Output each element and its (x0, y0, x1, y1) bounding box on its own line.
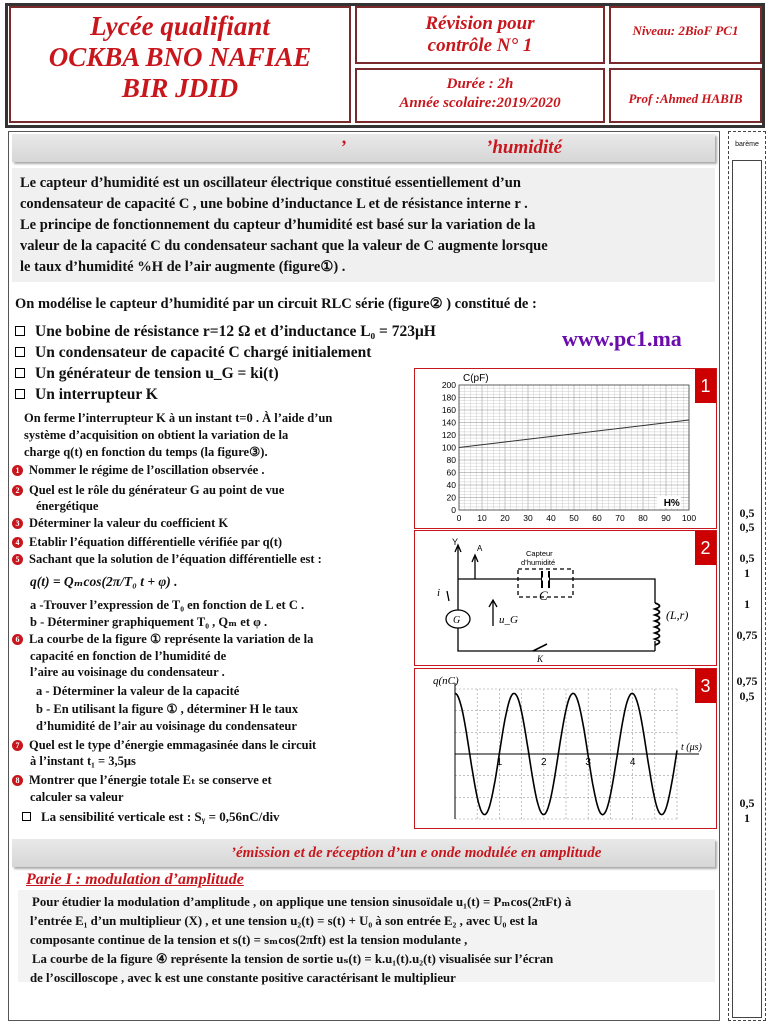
intro-line: condensateur de capacité C , une bobine d’inductance L et de résistance interne r . (20, 196, 528, 212)
figure-3-chart (415, 669, 715, 828)
question-5b (30, 615, 267, 631)
question-number: 8 (12, 775, 23, 786)
question-5 (12, 552, 322, 568)
prof-box (609, 68, 762, 123)
revision-title-1: Révision pour (425, 13, 535, 34)
revision-title-2: contrôle N° 1 (427, 35, 533, 56)
circuit-wire (458, 579, 655, 651)
x-tick-label: 90 (661, 513, 671, 523)
question-6b-cont: d’humidité de l’air au voisinage du condensateur (36, 719, 297, 733)
components-list (15, 321, 436, 405)
y-tick-label: 0 (451, 505, 456, 515)
bareme-value: 0,5 (739, 796, 755, 810)
question-5a (30, 598, 304, 614)
question-text: Quel est le rôle du générateur G au point de vue (29, 483, 285, 497)
figure-1-chart (415, 369, 715, 528)
question-text: Montrer que l’énergie totale Eₜ se conserve et (29, 773, 272, 787)
x-tick-label: 80 (638, 513, 648, 523)
question-number: 2 (12, 485, 23, 496)
question-text: Quel est le type d’énergie emmagasinée dans le circuit (29, 738, 317, 752)
bareme-value: 0,75 (736, 674, 758, 688)
list-item (15, 321, 436, 342)
intro-line: Le principe de fonctionnement du capteur d’humidité est basé sur la variation de la (20, 217, 536, 233)
current-label: i (437, 587, 441, 599)
capteur-label-2: d’humidité (521, 558, 556, 567)
x-tick-label: 40 (546, 513, 556, 523)
label-y: Y (452, 537, 459, 547)
list-item (15, 363, 436, 384)
x-tick-label: 10 (477, 513, 487, 523)
section-2-line: composante continue de la tension et s(t) = sₘcos(2πft) est la tension modulante , (30, 933, 468, 947)
y-tick-label: 120 (441, 430, 456, 440)
figure-3 (414, 668, 717, 829)
question-6b: b - En utilisant la figure ① , déterminer H le taux (36, 702, 299, 716)
website-link[interactable]: www.pc1.ma (562, 326, 682, 351)
coil-symbol (655, 603, 660, 645)
section-2-banner-title: ’émission et de réception d’un e onde modulée en amplitude (231, 845, 602, 861)
revision-box (355, 6, 605, 64)
question-number: 6 (12, 634, 23, 645)
y-tick-label: 40 (446, 480, 456, 490)
bareme-inner-column (732, 160, 762, 1018)
coil-label: (L,r) (666, 608, 689, 622)
bareme-value: 0,5 (739, 689, 755, 703)
capacitor-label: C (539, 588, 548, 603)
list-item-text: Un interrupteur K (35, 386, 158, 403)
section-2-banner (12, 839, 715, 867)
school-name-line-1: Lycée qualifiant (90, 11, 270, 41)
y-tick-label: 60 (446, 467, 456, 478)
question-2 (12, 483, 284, 499)
section-2-line: l’entrée E₁ d’un multiplieur (X) , et une tension u₂(t) = s(t) + U₀ à son entrée E₂ , avec U₀ est la (30, 914, 538, 928)
question-text: Déterminer la valeur du coefficient K (29, 516, 229, 530)
question-text: Sachant que la solution de l’équation différentielle est : (29, 552, 322, 566)
figure-3-number: 3 (695, 669, 716, 703)
section-1-banner-left: ’ (340, 137, 347, 158)
x-tick-label: 60 (592, 513, 602, 523)
close-text-line: charge q(t) en fonction du temps (la figure③). (24, 445, 268, 459)
y-tick-label: 100 (441, 442, 456, 453)
x-tick-label: 0 (456, 513, 462, 523)
question-7 (12, 738, 316, 754)
question-6a: a - Déterminer la valeur de la capacité (36, 684, 240, 698)
question-number: 4 (12, 537, 23, 548)
level-box (609, 6, 762, 64)
question-7-cont: à l’instant t₁ = 3,5μs (30, 754, 136, 768)
intro-line: le taux d’humidité %H de l’air augmente (figure①) . (20, 259, 346, 275)
y-tick-label: 80 (446, 455, 456, 465)
school-name-line-2: OCKBA BNO NAFIAE (48, 42, 312, 72)
question-2-cont: énergétique (36, 499, 99, 513)
question-text: a -Trouver l’expression de T₀ en fonction de L et C . (30, 598, 305, 612)
section-2-text (32, 893, 571, 988)
question-text: Nommer le régime de l’oscillation observée . (29, 463, 265, 477)
duration-box (355, 68, 605, 123)
bareme-value: 1 (744, 597, 750, 611)
figure-1 (414, 368, 717, 529)
year-label: Année scolaire:2019/2020 (399, 95, 561, 111)
y-axis-label: C(pF) (463, 373, 489, 384)
bareme-value: 0,75 (736, 628, 758, 642)
x-axis-label: t (μs) (681, 742, 702, 753)
question-number: 1 (12, 465, 23, 476)
switch-symbol (533, 644, 547, 651)
bareme-value: 0,5 (739, 551, 755, 565)
list-item-text: Un condensateur de capacité C chargé initialement (35, 344, 372, 361)
x-tick-label: 100 (681, 513, 697, 523)
switch-label: K (537, 654, 544, 664)
list-item-text: Une bobine de résistance r=12 Ω et d’inductance L₀ = 723μH (35, 323, 436, 340)
model-line: On modélise le capteur d’humidité par un circuit RLC série (figure② ) constitué de : (15, 296, 537, 312)
close-text-line: système d’acquisition on obtient la variation de la (24, 428, 289, 442)
capteur-label-1: Capteur (526, 549, 553, 558)
y-tick-label: 180 (441, 392, 456, 403)
x-tick-label: 1 (496, 757, 503, 768)
question-3 (12, 516, 228, 532)
question-number: 7 (12, 740, 23, 751)
level-label: Niveau: 2BioF PC1 (632, 23, 739, 38)
school-name-line-3: BIR JDID (121, 73, 239, 103)
section-2-line: La courbe de la figure ④ représente la tension de sortie uₛ(t) = k.u₁(t).u₂(t) visualisée sur l’écran (32, 952, 554, 966)
question-4 (12, 535, 282, 551)
section-1-banner (12, 134, 715, 162)
question-number: 3 (12, 518, 23, 529)
circuit-wire (458, 579, 655, 603)
figure-1-number: 1 (695, 369, 716, 403)
figure-2-circuit (415, 531, 715, 665)
question-text: b - Déterminer graphiquement T₀ , Qₘ et φ . (30, 615, 268, 629)
question-text: La courbe de la figure ① représente la variation de la (29, 632, 314, 646)
question-6 (12, 632, 313, 648)
school-box (9, 6, 351, 123)
y-tick-label: 200 (441, 380, 456, 390)
section-1-banner-title: ’humidité (486, 137, 563, 158)
prof-label: Prof :Ahmed HABIB (628, 91, 743, 106)
generator-label: G (453, 615, 461, 626)
bareme-value: 1 (744, 566, 750, 580)
y-tick-label: 160 (441, 405, 456, 415)
x-tick-label: 20 (500, 513, 510, 523)
ug-label: u_G (499, 614, 518, 626)
x-tick-label: 3 (585, 757, 591, 768)
section-2-line: de l’oscilloscope , avec k est une constante positive caractérisant le multiplieur (30, 971, 456, 985)
question-6-cont: l’aire au voisinage du condensateur . (30, 665, 225, 679)
list-item (15, 342, 436, 363)
section-2-line: Pour étudier la modulation d’amplitude , on applique une tension sinusoïdale u₁(t) = Pₘcos(2πFt) à (32, 895, 572, 909)
list-item (15, 384, 436, 405)
bareme-value: 0,5 (739, 520, 755, 534)
question-8-cont: calculer sa valeur (30, 790, 124, 804)
x-tick-label: 70 (615, 513, 625, 523)
question-8 (12, 773, 272, 789)
question-6-cont: capacité en fonction de l’humidité de (30, 649, 227, 663)
list-item-text: Un générateur de tension u_G = ki(t) (35, 365, 279, 382)
x-tick-label: 2 (541, 757, 547, 768)
question-1 (12, 463, 264, 479)
part-1-title: Parie I : modulation d’amplitude (26, 871, 244, 888)
sensitivity-text: La sensibilité verticale est : Sᵧ = 0,56nC/div (41, 809, 280, 824)
x-tick-label: 50 (569, 513, 579, 523)
arrow-i (447, 591, 449, 601)
bareme-value: 0,5 (739, 506, 755, 520)
figure-2 (414, 530, 717, 666)
x-axis-label: H% (663, 498, 680, 509)
duration-label: Durée : 2h (446, 76, 514, 92)
y-axis-label: q(nC) (433, 675, 459, 687)
y-tick-label: 20 (446, 492, 456, 503)
solution-equation: q(t) = Qₘcos(2π/T₀ t + φ) . (30, 574, 178, 589)
bareme-value: 1 (744, 811, 750, 825)
intro-line: valeur de la capacité C du condensateur sachant que la valeur de C augmente lorsque (20, 238, 548, 254)
bareme-label: barème (735, 141, 759, 148)
intro-line: Le capteur d’humidité est un oscillateur électrique constitué essentiellement d’un (20, 175, 521, 191)
label-x-channel: A (477, 544, 483, 553)
figure-2-number: 2 (695, 531, 716, 565)
x-tick-label: 30 (523, 513, 533, 523)
sensitivity-line (22, 809, 280, 825)
question-number: 5 (12, 554, 23, 565)
question-text: Etablir l’équation différentielle vérifiée par q(t) (29, 535, 283, 549)
x-tick-label: 4 (629, 757, 636, 768)
y-tick-label: 140 (441, 417, 456, 428)
close-text-line: On ferme l’interrupteur K à un instant t=0 . À l’aide d’un (24, 411, 333, 425)
